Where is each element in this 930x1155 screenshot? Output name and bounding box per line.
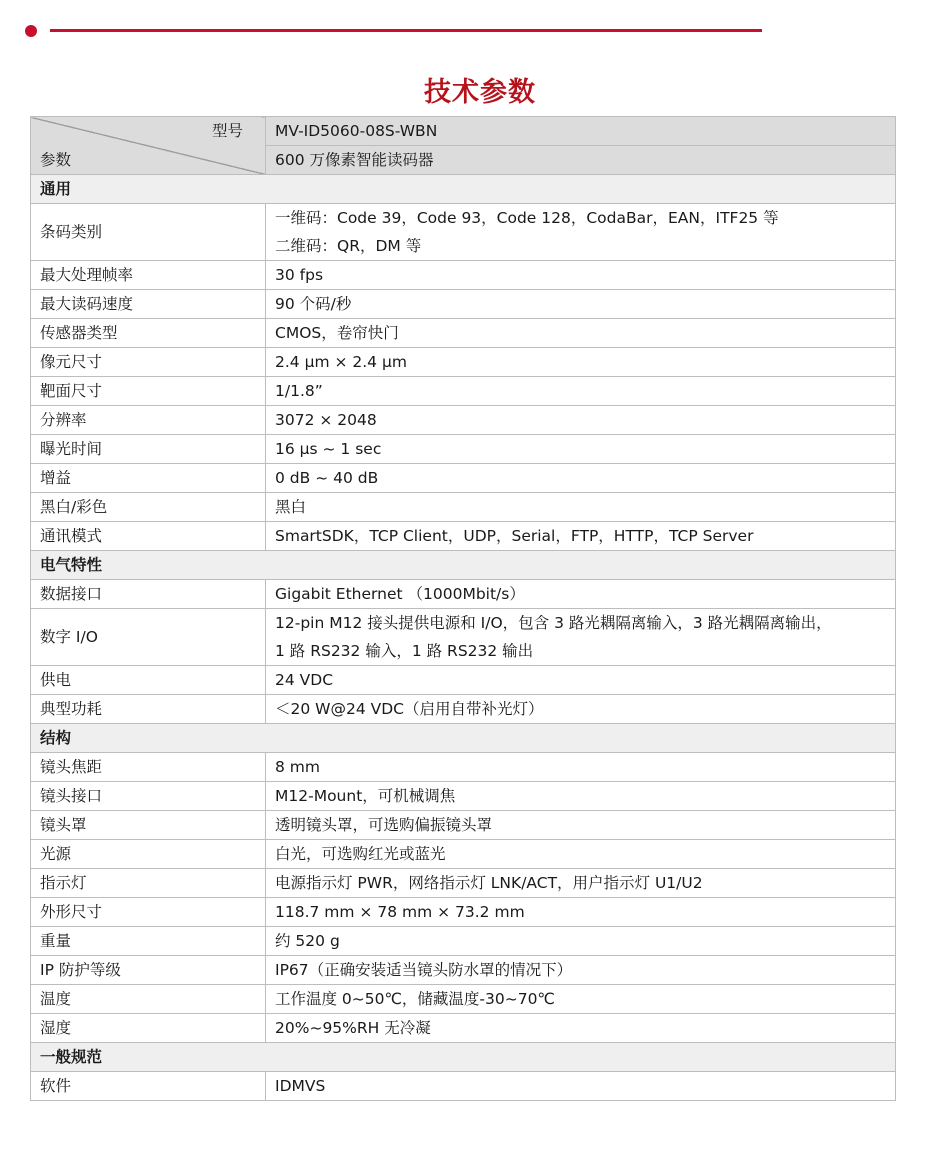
table-row [31, 840, 896, 869]
table-row [31, 898, 896, 927]
param-value-line: 电源指示灯 PWR，网络指示灯 LNK/ACT，用户指示灯 U1/U2 [275, 874, 703, 892]
diagonal-header-cell [31, 117, 266, 175]
page-title: 技术参数 [424, 77, 536, 108]
model-description: 600 万像素智能读码器 [266, 146, 896, 175]
table-row [31, 956, 896, 985]
section-title: 电气特性 [31, 551, 896, 580]
param-value-line: Gigabit Ethernet （1000Mbit/s） [275, 585, 525, 603]
header-row [31, 117, 896, 146]
param-value [266, 985, 896, 1014]
decorative-dot [25, 25, 37, 37]
param-value [266, 1014, 896, 1043]
table-row [31, 609, 896, 666]
table-row [31, 580, 896, 609]
table-row [31, 406, 896, 435]
param-label: 典型功耗 [31, 695, 266, 724]
param-value [266, 869, 896, 898]
section-row [31, 724, 896, 753]
param-value [266, 840, 896, 869]
table-row [31, 753, 896, 782]
param-label: 传感器类型 [31, 319, 266, 348]
param-label: 数字 I/O [31, 609, 266, 666]
param-value-line: 118.7 mm × 78 mm × 73.2 mm [275, 903, 525, 921]
param-label: 指示灯 [31, 869, 266, 898]
param-value [266, 811, 896, 840]
param-label: 镜头焦距 [31, 753, 266, 782]
param-value [266, 435, 896, 464]
table-row [31, 319, 896, 348]
param-value-line: 90 个码/秒 [275, 295, 352, 313]
param-value [266, 927, 896, 956]
param-label: 黑白/彩色 [31, 493, 266, 522]
decorative-rule [50, 29, 762, 32]
table-row [31, 464, 896, 493]
param-value-line: SmartSDK，TCP Client，UDP，Serial，FTP，HTTP，TCP Server [275, 527, 754, 545]
param-value-line: 黑白 [275, 498, 307, 516]
param-value-line: 透明镜头罩，可选购偏振镜头罩 [275, 816, 493, 834]
param-value [266, 898, 896, 927]
param-label: 温度 [31, 985, 266, 1014]
section-title: 通用 [31, 175, 896, 204]
param-label: 镜头接口 [31, 782, 266, 811]
param-label: 软件 [31, 1072, 266, 1101]
table-row [31, 261, 896, 290]
param-value-line: 12-pin M12 接头提供电源和 I/O，包含 3 路光耦隔离输入，3 路光耦隔离输出， [275, 614, 832, 632]
param-value-line: ＜20 W@24 VDC（启用自带补光灯） [275, 700, 544, 718]
param-label: 像元尺寸 [31, 348, 266, 377]
table-row [31, 435, 896, 464]
param-value-line: 2.4 µm × 2.4 µm [275, 353, 407, 371]
param-label: 湿度 [31, 1014, 266, 1043]
param-label: 数据接口 [31, 580, 266, 609]
table-row [31, 666, 896, 695]
param-value [266, 290, 896, 319]
param-value-line: 0 dB ~ 40 dB [275, 469, 379, 487]
param-label: 最大处理帧率 [31, 261, 266, 290]
param-value [266, 204, 896, 261]
table-row [31, 985, 896, 1014]
param-value [266, 522, 896, 551]
param-label: 通讯模式 [31, 522, 266, 551]
param-value [266, 1072, 896, 1101]
param-value-line: 24 VDC [275, 671, 334, 689]
param-label: 供电 [31, 666, 266, 695]
param-value-line: 约 520 g [275, 932, 340, 950]
table-row [31, 290, 896, 319]
param-label: 镜头罩 [31, 811, 266, 840]
param-label: 条码类别 [31, 204, 266, 261]
param-value [266, 493, 896, 522]
param-value [266, 464, 896, 493]
param-value-line: 16 µs ~ 1 sec [275, 440, 382, 458]
param-value [266, 695, 896, 724]
section-row [31, 1043, 896, 1072]
param-label: 光源 [31, 840, 266, 869]
param-label: 曝光时间 [31, 435, 266, 464]
param-value [266, 666, 896, 695]
table-row [31, 493, 896, 522]
param-label: 分辨率 [31, 406, 266, 435]
param-value [266, 782, 896, 811]
param-value-line: M12-Mount，可机械调焦 [275, 787, 456, 805]
param-value-line: 1/1.8” [275, 382, 323, 400]
param-value-line: 白光，可选购红光或蓝光 [275, 845, 446, 863]
param-value-line: 工作温度 0~50℃，储藏温度-30~70℃ [275, 990, 555, 1008]
param-label: 增益 [31, 464, 266, 493]
table-row [31, 348, 896, 377]
section-title: 一般规范 [31, 1043, 896, 1072]
table-row [31, 377, 896, 406]
param-value [266, 956, 896, 985]
param-value-line: 二维码：QR，DM 等 [275, 237, 422, 255]
param-value [266, 319, 896, 348]
param-label: 外形尺寸 [31, 898, 266, 927]
param-value-line: IDMVS [275, 1077, 326, 1095]
table-row [31, 927, 896, 956]
param-value-line: 30 fps [275, 266, 324, 284]
param-value [266, 580, 896, 609]
param-value-line: 1 路 RS232 输入，1 路 RS232 输出 [275, 642, 534, 660]
header-param-label: 参数 [40, 151, 72, 169]
header-model-label: 型号 [211, 122, 243, 140]
param-label: IP 防护等级 [31, 956, 266, 985]
param-value-line: 3072 × 2048 [275, 411, 377, 429]
section-title: 结构 [31, 724, 896, 753]
param-value-line: 一维码：Code 39，Code 93，Code 128，CodaBar，EAN，ITF25 等 [275, 209, 779, 227]
spec-table [30, 116, 896, 1101]
param-value-line: 20%~95%RH 无冷凝 [275, 1019, 431, 1037]
param-value [266, 406, 896, 435]
table-row [31, 811, 896, 840]
param-label: 靶面尺寸 [31, 377, 266, 406]
table-row [31, 204, 896, 261]
section-row [31, 175, 896, 204]
table-row [31, 782, 896, 811]
param-value [266, 377, 896, 406]
table-row [31, 1072, 896, 1101]
param-value [266, 609, 896, 666]
param-value [266, 348, 896, 377]
param-value-line: 8 mm [275, 758, 320, 776]
param-value-line: IP67（正确安装适当镜头防水罩的情况下） [275, 961, 573, 979]
section-row [31, 551, 896, 580]
param-value [266, 261, 896, 290]
table-row [31, 522, 896, 551]
table-row [31, 869, 896, 898]
table-row [31, 1014, 896, 1043]
param-value [266, 753, 896, 782]
param-label: 最大读码速度 [31, 290, 266, 319]
param-value-line: CMOS，卷帘快门 [275, 324, 399, 342]
model-number: MV-ID5060-08S-WBN [266, 117, 896, 146]
table-row [31, 695, 896, 724]
param-label: 重量 [31, 927, 266, 956]
